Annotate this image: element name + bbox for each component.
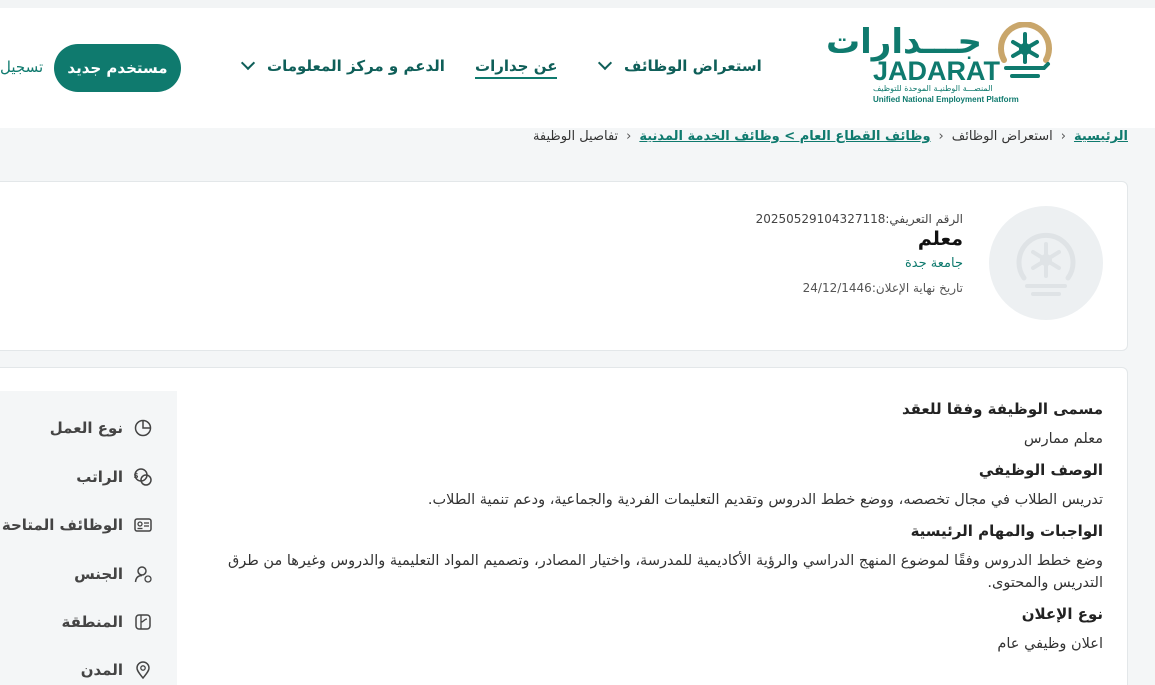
jadarat-emblem-icon xyxy=(996,22,1054,84)
logo-subtitle-en: Unified National Employment Platform xyxy=(873,95,1019,104)
nav-support[interactable] xyxy=(243,57,445,75)
chevron-down-icon xyxy=(241,56,255,70)
job-title: معلم xyxy=(917,228,963,250)
job-end-date-value: 24/12/1446 xyxy=(802,281,872,295)
id-card-icon xyxy=(133,515,153,535)
nav-about[interactable] xyxy=(475,57,557,79)
nav-support-label: الدعم و مركز المعلومات xyxy=(267,57,445,75)
breadcrumb-separator-icon: ‹ xyxy=(1060,129,1066,144)
new-user-button[interactable]: مستخدم جديد xyxy=(54,44,181,92)
breadcrumb-browse[interactable]: استعراض الوظائف xyxy=(951,129,1053,144)
job-description-heading: الوصف الوظيفي xyxy=(978,461,1103,479)
side-gender xyxy=(74,564,153,584)
breadcrumb-current: تفاصيل الوظيفة xyxy=(532,129,619,144)
side-work-type xyxy=(50,418,153,438)
job-end-date-label: تاريخ نهاية الإعلان: xyxy=(871,281,963,295)
chevron-down-icon xyxy=(598,56,612,70)
coins-icon xyxy=(133,467,153,487)
side-available-jobs-label: الوظائف المتاحة xyxy=(1,516,123,534)
pie-chart-icon xyxy=(133,418,153,438)
job-description-text: تدريس الطلاب في مجال تخصصه، ووضع خطط الدروس وتقديم التعليمات الفردية والجماعية، ودعم تنمية الطلاب. xyxy=(427,492,1103,508)
breadcrumb-separator-icon: ‹ xyxy=(938,129,944,144)
side-work-type-label: نوع العمل xyxy=(49,419,123,437)
job-end-date xyxy=(756,281,963,295)
jadarat-emblem-icon xyxy=(989,206,1103,320)
contract-title-text: معلم ممارس xyxy=(1023,431,1103,447)
side-cities xyxy=(81,660,153,680)
svg-text:$: $ xyxy=(133,472,139,480)
breadcrumb-category[interactable]: وظائف القطاع العام > وظائف الخدمة المدنية xyxy=(639,129,931,144)
location-pin-icon xyxy=(133,660,153,680)
ad-type-text: اعلان وظيفي عام xyxy=(997,636,1103,652)
logo-subtitle-ar: المنصـــة الوطنيـة الموحدة للتوظيف xyxy=(873,84,993,93)
logo-arabic-text: جـــدارات xyxy=(825,22,982,62)
login-link[interactable]: تسجيل xyxy=(0,58,44,76)
side-salary xyxy=(76,467,153,487)
duties-text: وضع خطط الدروس وفقًا لموضوع المنهج الدراسي والرؤية الأكاديمية للمدرسة، واختيار المصادر، وتصميم المواد التعليمية والدروس وغيرها من طرق التدريس والمحتوى. xyxy=(228,553,1103,591)
job-organization[interactable]: جامعة جدة xyxy=(904,256,963,271)
organization-avatar xyxy=(989,206,1103,320)
breadcrumb-home[interactable]: الرئيسية xyxy=(1073,129,1128,144)
side-cities-label: المدن xyxy=(80,661,123,679)
nav-browse-jobs[interactable] xyxy=(600,57,762,75)
ad-type-heading: نوع الإعلان xyxy=(1021,605,1103,623)
job-id-value: 20250529104327118 xyxy=(755,212,886,226)
side-available-jobs xyxy=(2,515,153,535)
job-details xyxy=(193,400,1103,666)
breadcrumb xyxy=(533,129,1128,144)
side-region xyxy=(62,612,153,632)
duties-heading: الواجبات والمهام الرئيسية xyxy=(910,522,1103,540)
map-icon xyxy=(133,612,153,632)
nav-browse-jobs-label: استعراض الوظائف xyxy=(624,57,762,75)
user-icon xyxy=(133,564,153,584)
jadarat-logo[interactable] xyxy=(825,22,1060,112)
side-region-label: المنطقة xyxy=(61,613,123,631)
contract-title-heading: مسمى الوظيفة وفقا للعقد xyxy=(901,400,1103,418)
job-info xyxy=(756,212,963,295)
nav-about-label: عن جدارات xyxy=(475,57,558,75)
breadcrumb-separator-icon: ‹ xyxy=(626,129,632,144)
job-id xyxy=(756,212,963,226)
side-gender-label: الجنس xyxy=(74,565,123,583)
logo-english-text: JADARAT xyxy=(873,56,1000,86)
top-strip xyxy=(0,0,1155,8)
job-id-label: الرقم التعريفي: xyxy=(885,212,963,226)
side-salary-label: الراتب xyxy=(76,468,123,486)
